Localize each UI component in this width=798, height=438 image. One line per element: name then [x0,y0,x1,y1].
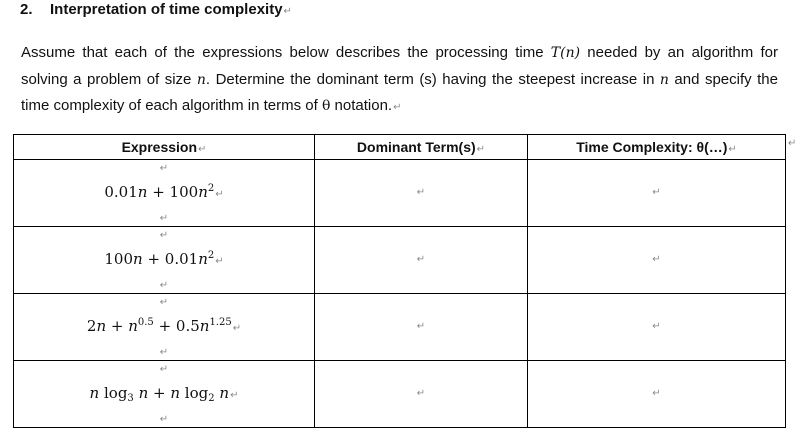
complexity-table [13,134,786,428]
cell-mark: ↵ [652,254,661,265]
expression-cell[interactable] [14,361,315,428]
paragraph-mark: ↵ [283,6,292,17]
math-n: n [659,71,669,88]
time-complexity-cell[interactable] [528,294,786,361]
paragraph-text: . Determine the dominant term (s) having the steepest increase in [205,70,660,88]
header-time-complexity: Time Complexity: θ(…)↵ [528,135,786,160]
cell-mark: ↵ [652,388,661,399]
blank-line-mark: ↵ [159,280,169,291]
expression-text: n $\log_3 n + n$ $\log_2$ n↵ [89,384,239,404]
section-heading [20,1,292,18]
paragraph-text: needed by an algorithm for solving a problem of size [21,44,778,88]
cell-mark: ↵ [652,321,661,332]
cell-mark: ↵ [416,187,426,198]
math-Tn: T(n) [550,45,581,61]
paragraph-text: notation. [330,97,393,114]
table-row [14,160,786,227]
cell-mark: ↵ [652,187,661,198]
time-complexity-cell[interactable] [528,361,786,428]
time-complexity-cell[interactable] [528,227,786,294]
table-row [14,361,786,428]
blank-line-mark: ↵ [159,213,169,224]
paragraph-text: Assume that each of the expressions below describes the processing time [21,44,551,61]
cell-mark: ↵ [416,254,426,265]
cell-mark: ↵ [416,388,426,399]
table-header-row [14,135,786,160]
row-end-mark: ↵ [788,138,797,149]
cell-mark: ↵ [416,321,426,332]
dominant-term-cell[interactable] [315,227,528,294]
blank-line-mark: ↵ [159,364,169,375]
expression-cell[interactable] [14,160,315,227]
expression-text: $2n + n^{0.5}$ + $0.5n^{1.25}↵$ [86,317,242,335]
math-n: n [196,71,206,88]
dominant-term-cell[interactable] [315,160,528,227]
section-title: Interpretation of time complexity [50,1,283,18]
paragraph-text: and specify the time complexity of each algorithm in terms of [21,70,778,114]
expression-text: $0.01n + 100n^2↵$ [104,183,224,201]
table-row [14,227,786,294]
dominant-term-cell[interactable] [315,294,528,361]
blank-line-mark: ↵ [159,347,169,358]
expression-cell[interactable] [14,227,315,294]
header-dominant-terms: Dominant Term(s)↵ [315,135,528,160]
dominant-term-cell[interactable] [315,361,528,428]
paragraph-mark: ↵ [393,102,402,113]
blank-line-mark: ↵ [159,230,169,241]
section-number: 2. [20,1,33,18]
blank-line-mark: ↵ [159,414,169,425]
table-row [14,294,786,361]
expression-cell[interactable] [14,294,315,361]
instructions-paragraph [21,40,778,121]
blank-line-mark: ↵ [159,297,169,308]
expression-text: $100n + 0.01n^2↵$ [104,250,224,268]
header-expression: Expression↵ [14,135,315,160]
math-theta: θ [321,98,331,114]
time-complexity-cell[interactable] [528,160,786,227]
blank-line-mark: ↵ [159,163,169,174]
